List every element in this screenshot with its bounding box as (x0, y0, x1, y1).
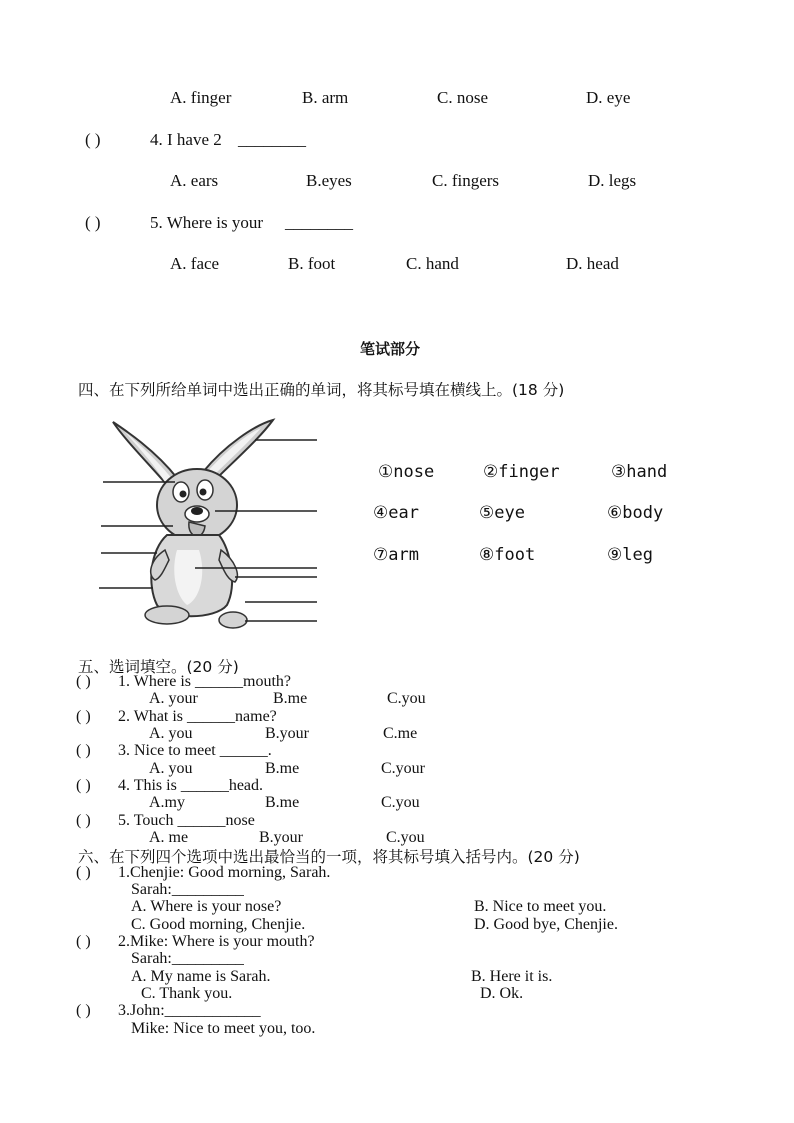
option-b: B. foot (288, 254, 336, 273)
option-a: A. you (149, 725, 193, 742)
question-text: 4. I have 2 (150, 130, 222, 149)
option-d: D. eye (586, 88, 631, 107)
option-c: C. Good morning, Chenjie. (131, 916, 306, 933)
option-b: B.me (273, 690, 308, 707)
option-b: B.eyes (306, 171, 352, 190)
question-stem: 5. Touch ______nose (118, 812, 255, 829)
answer-paren[interactable]: ( ) (76, 933, 91, 950)
option-b: B.me (265, 794, 300, 811)
word-item: ⑤eye (479, 503, 525, 523)
word-item: ⑥body (607, 503, 664, 523)
option-a: A. My name is Sarah. (131, 968, 271, 985)
dialogue-line: Sarah:_________ (131, 881, 244, 898)
question-stem: 1. Where is ______mouth? (118, 673, 292, 690)
section5-heading: 五、选词填空。(20 分) (78, 658, 239, 676)
word-item: ①nose (378, 462, 435, 482)
option-d: D. Good bye, Chenjie. (474, 916, 618, 933)
option-c: C.me (383, 725, 418, 742)
word-item: ⑧foot (479, 545, 536, 565)
option-b: B. Here it is. (471, 968, 553, 985)
dialogue-line: Sarah:_________ (131, 950, 244, 967)
answer-paren[interactable]: ( ) (76, 673, 91, 690)
option-b: B. Nice to meet you. (474, 898, 607, 915)
word-item: ②finger (483, 462, 560, 482)
option-c: C.you (381, 794, 420, 811)
answer-paren[interactable]: ( ) (76, 812, 91, 829)
option-a: A. face (170, 254, 220, 273)
option-c: C.you (386, 829, 425, 846)
dialogue-line: 1.Chenjie: Good morning, Sarah. (118, 864, 331, 881)
answer-paren[interactable]: ( ) (76, 1002, 91, 1019)
option-b: B.your (265, 725, 309, 742)
option-a: A. your (149, 690, 198, 707)
question-text: 5. Where is your (150, 213, 263, 232)
written-part-title: 笔试部分 (360, 340, 421, 358)
option-b: B. arm (302, 88, 349, 107)
option-d: D. legs (588, 171, 637, 190)
option-a: A. finger (170, 88, 232, 107)
option-d: D. Ok. (480, 985, 524, 1002)
word-item: ④ear (373, 503, 419, 523)
option-c: C. Thank you. (141, 985, 233, 1002)
answer-paren[interactable]: ( ) (76, 777, 91, 794)
question-stem: 3. Nice to meet ______. (118, 742, 272, 759)
answer-paren[interactable]: ( ) (76, 742, 91, 759)
answer-paren[interactable]: ( ) (85, 130, 101, 149)
option-d: D. head (566, 254, 619, 273)
section4-heading: 四、在下列所给单词中选出正确的单词，将其标号填在横线上。(18 分) (78, 381, 565, 399)
question-stem: 4. This is ______head. (118, 777, 264, 794)
answer-paren[interactable]: ( ) (76, 708, 91, 725)
dialogue-line: 2.Mike: Where is your mouth? (118, 933, 315, 950)
option-c: C.your (381, 760, 425, 777)
dialogue-line: Mike: Nice to meet you, too. (131, 1020, 316, 1037)
question-stem: 2. What is ______name? (118, 708, 277, 725)
option-a: A. Where is your nose? (131, 898, 282, 915)
word-item: ⑨leg (607, 545, 653, 565)
dialogue-line: 3.John:____________ (118, 1002, 261, 1019)
option-c: C. hand (406, 254, 459, 273)
word-item: ③hand (611, 462, 668, 482)
option-a: A. ears (170, 171, 219, 190)
option-c: C. nose (437, 88, 488, 107)
option-b: B.me (265, 760, 300, 777)
answer-blank: ________ (285, 213, 353, 232)
option-b: B.your (259, 829, 303, 846)
section6-heading: 六、在下列四个选项中选出最恰当的一项，将其标号填入括号内。(20 分) (78, 848, 580, 866)
answer-paren[interactable]: ( ) (85, 213, 101, 232)
option-c: C.you (387, 690, 426, 707)
option-a: A. you (149, 760, 193, 777)
rabbit-illustration (95, 410, 325, 635)
option-a: A. me (149, 829, 189, 846)
option-a: A.my (149, 794, 185, 811)
option-c: C. fingers (432, 171, 500, 190)
word-item: ⑦arm (373, 545, 419, 565)
answer-paren[interactable]: ( ) (76, 864, 91, 881)
answer-blank: ________ (238, 130, 306, 149)
